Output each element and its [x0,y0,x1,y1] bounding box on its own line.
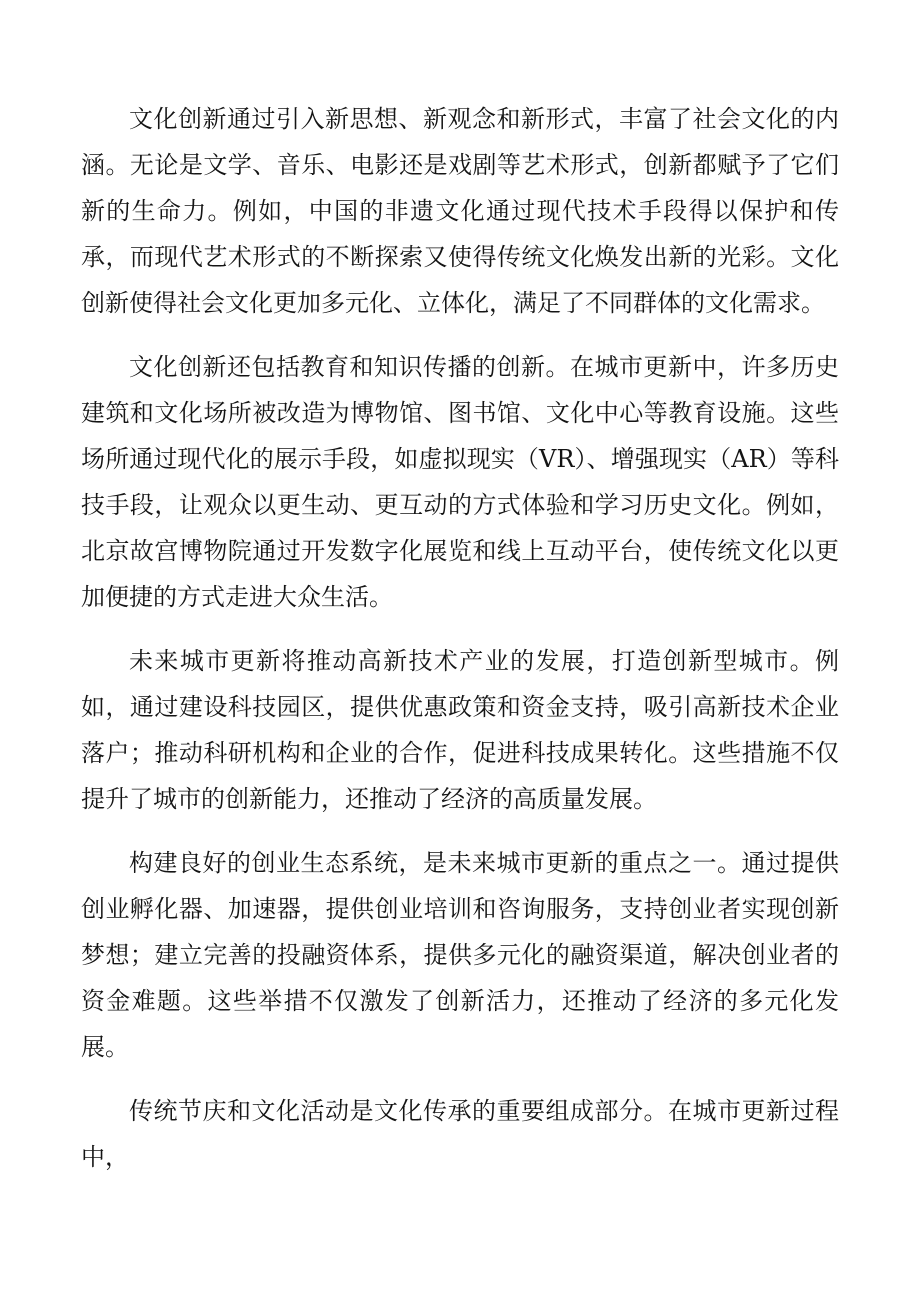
document-body [81,96,839,1198]
paragraph-cultural-innovation: 文化创新通过引入新思想、新观念和新形式，丰富了社会文化的内涵。无论是文学、音乐、电影还是戏剧等艺术形式，创新都赋予了它们新的生命力。例如，中国的非遗文化通过现代技术手段得以保护和传承，而现代艺术形式的不断探索又使得传统文化焕发出新的光彩。文化创新使得社会文化更加多元化、立体化，满足了不同群体的文化需求。 [81,105,839,317]
paragraph-education-innovation: 文化创新还包括教育和知识传播的创新。在城市更新中，许多历史建筑和文化场所被改造为博物馆、图书馆、文化中心等教育设施。这些场所通过现代化的展示手段，如虚拟现实（VR）、增强现实（AR）等科技手段，让观众以更生动、更互动的方式体验和学习历史文化。例如，北京故宫博物院通过开发数字化展览和线上互动平台，使传统文化以更加便捷的方式走进大众生活。 [81,353,839,611]
paragraph-hightech-industry: 未来城市更新将推动高新技术产业的发展，打造创新型城市。例如，通过建设科技园区，提供优惠政策和资金支持，吸引高新技术企业落户；推动科研机构和企业的合作，促进科技成果转化。这些措施不仅提升了城市的创新能力，还推动了经济的高质量发展。 [81,647,839,813]
paragraph-startup-ecosystem: 构建良好的创业生态系统，是未来城市更新的重点之一。通过提供创业孵化器、加速器，提供创业培训和咨询服务，支持创业者实现创新梦想；建立完善的投融资体系，提供多元化的融资渠道，解决创业者的资金难题。这些举措不仅激发了创新活力，还推动了经济的多元化发展。 [81,849,839,1061]
paragraph-traditional-festivals: 传统节庆和文化活动是文化传承的重要组成部分。在城市更新过程中， [81,1097,839,1171]
